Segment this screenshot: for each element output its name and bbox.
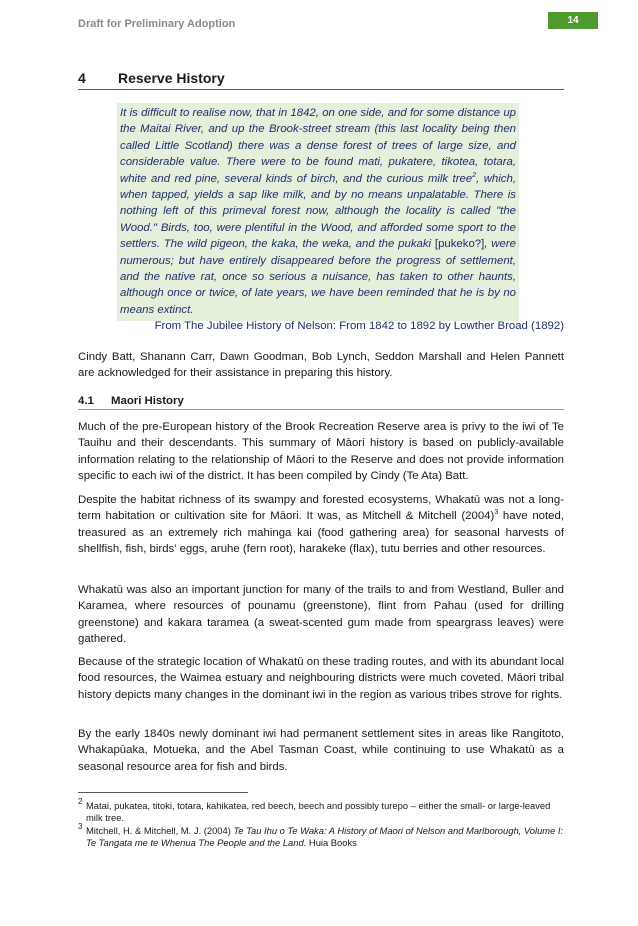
footnote-3 xyxy=(78,822,564,849)
subsection-title: Maori History xyxy=(111,395,184,407)
footnote-3-authors: Mitchell, H. & Mitchell, M. J. (2004) xyxy=(86,825,234,836)
quote-text-part3: , were numerous; but have entirely disappeared before the progress of settlement, and the native rat, once so serious a nuisance, has taken to other haunts, although once or twice, of late years, we have been reminded that he is by no means extinct. xyxy=(120,238,516,316)
quote-text-part1: It is difficult to realise now, that in 1842, on one side, and for some distance up the Maitai River, and up the Brook-street stream (this last locality being then called Little Scotland) there was a dense forest of trees of large size, and considerable value. There were to be found mati, pukatere, tikotea, totara, white and red pine, several kinds of birch, and the curious milk tree xyxy=(120,107,516,185)
section-title: Reserve History xyxy=(118,70,225,86)
acknowledgement-paragraph: Cindy Batt, Shanann Carr, Dawn Goodman, Bob Lynch, Seddon Marshall and Helen Pannett are acknowledged for their assistance in preparing this history. xyxy=(78,351,564,380)
subsection-heading xyxy=(78,395,564,410)
section-number: 4 xyxy=(78,70,86,86)
footnote-3-publisher: Huia Books xyxy=(306,837,357,848)
footnote-3-number: 3 xyxy=(78,822,83,831)
quote-text-part2: , which, when tapped, yields a sap like milk, and by no means unpalatable. There is nothing left of this primeval forest now, although the locality is called "the Wood." Birds, too, were plentiful in the Wood, and afforded some sport to the settlers. The wild pigeon, the kaka, the weka, and the pukaki xyxy=(120,172,516,251)
paragraph-2 xyxy=(78,492,564,558)
page-number-badge: 14 xyxy=(548,12,598,29)
historical-quote xyxy=(117,103,519,321)
paragraph-1: Much of the pre-European history of the Brook Recreation Reserve area is privy to the iwi of Te Tauihu and their descendants. This summary of Māori history is based on publicly-available information relating to the relationship of Māori to the Reserve and does not provide information specific to each iwi of the district. It has been compiled by Cindy (Te Ata) Batt. xyxy=(78,421,564,483)
quote-source: From The Jubilee History of Nelson: From 1842 to 1892 by Lowther Broad (1892) xyxy=(154,320,564,332)
footnote-ref-2[interactable]: 2 xyxy=(472,171,477,179)
subsection-number: 4.1 xyxy=(78,395,94,407)
paragraph-5: By the early 1840s newly dominant iwi had permanent settlement sites in areas like Rangitoto, Whakapūaka, Motueka, and the Abel Tasman Coast, while continuing to use Whakatū as a seasonal resource area for fish and birds. xyxy=(78,728,564,773)
footnote-ref-3[interactable]: 3 xyxy=(494,509,499,517)
paragraph-4: Because of the strategic location of Whakatū on these trading routes, and with its abundant local food resources, the Waimea estuary and neighbouring districts were much coveted. Māori tribal history depicts many changes in the dominant iwi in the region as various tribes strove for rights. xyxy=(78,656,564,701)
footnote-2 xyxy=(78,797,564,824)
footnote-divider xyxy=(78,792,248,793)
paragraph-2-text-b: have noted, treasured as an extremely rich mahinga kai (food gathering area) for seasonal harvests of shellfish, fish, birds' eggs, aruhe (fern root), harakeke (flax), tutu berries and other resources. xyxy=(78,510,564,556)
footnote-2-text: Matai, pukatea, titoki, totara, kahikatea, red beech, beech and possibly turepo – either the small- or large-leaved milk tree. xyxy=(86,800,551,823)
footnote-3-text xyxy=(78,825,564,849)
paragraph-2-text-a: Despite the habitat richness of its swampy and forested ecosystems, Whakatū was not a long-term habitation or cultivation site for Māori. It was, as Mitchell & Mitchell (2004) xyxy=(78,494,564,523)
paragraph-3: Whakatū was also an important junction for many of the trails to and from Westland, Buller and Karamea, where resources of pounamu (greenstone), flint from Pahau (used for drilling greenstone) and kakara taramea (a sweat-scented gum made from speargrass leaves) were gathered. xyxy=(78,584,564,646)
footnote-2-number: 2 xyxy=(78,797,83,806)
footnote-3-title: Te Tau Ihu o Te Waka: A History of Maori of Nelson and Marlborough, Volume I: Te Tangata me te Whenua The People and the Land. xyxy=(86,825,564,848)
running-header: Draft for Preliminary Adoption xyxy=(78,18,236,30)
quote-bracket-note: [pukeko?] xyxy=(434,238,485,251)
section-heading xyxy=(78,70,564,90)
